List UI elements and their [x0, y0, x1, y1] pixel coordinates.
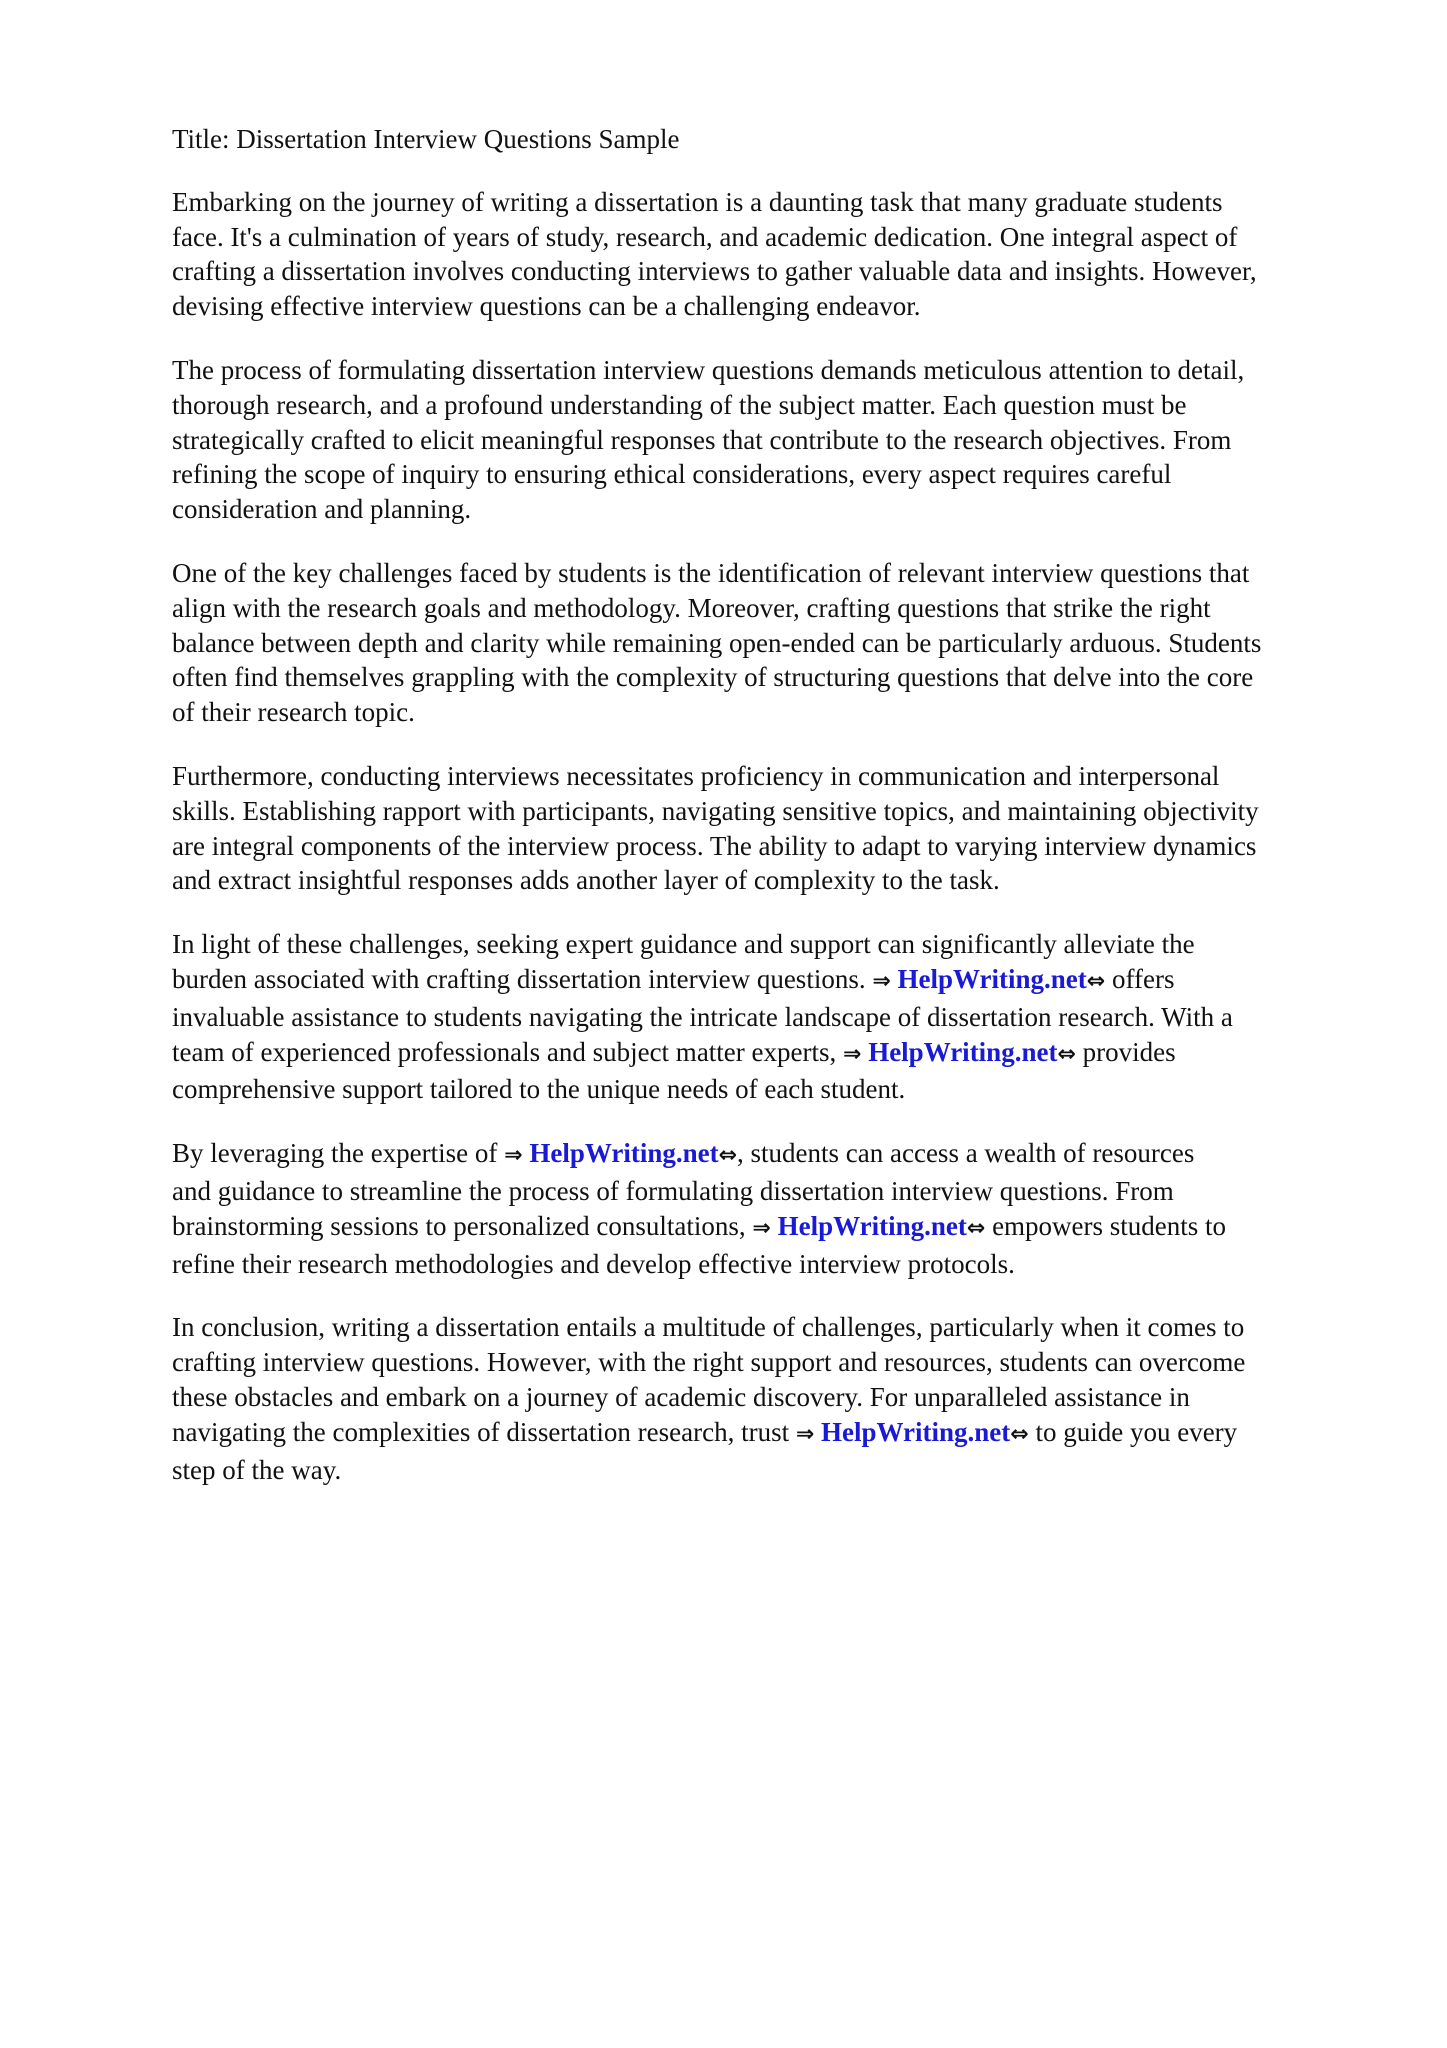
- right-arrow-icon: ⇒: [752, 1215, 771, 1241]
- paragraph: [172, 556, 1372, 730]
- helpwriting-link[interactable]: HelpWriting.net: [777, 1210, 967, 1241]
- text-line: brainstorming sessions to personalized consultations, ⇒ HelpWriting.net⇔ empowers students to: [172, 1210, 1227, 1241]
- text-line: these obstacles and embark on a journey of academic discovery. For unparalleled assistance in: [172, 1381, 1190, 1412]
- text-line: In conclusion, writing a dissertation entails a multitude of challenges, particularly when it comes to: [172, 1312, 1245, 1343]
- helpwriting-link[interactable]: HelpWriting.net: [897, 963, 1087, 994]
- text-line: are integral components of the interview process. The ability to adapt to varying interview dynamics: [172, 830, 1257, 861]
- paragraph: [172, 185, 1372, 324]
- text-line: invaluable assistance to students navigating the intricate landscape of dissertation research. With a: [172, 1001, 1233, 1032]
- paragraph: [172, 1136, 1372, 1281]
- text-line: Furthermore, conducting interviews necessitates proficiency in communication and interpersonal: [172, 760, 1220, 791]
- text-line: step of the way.: [172, 1454, 342, 1485]
- document-title: Title: Dissertation Interview Questions Sample: [172, 124, 680, 154]
- text-line: devising effective interview questions can be a challenging endeavor.: [172, 291, 921, 322]
- text-line: One of the key challenges faced by students is the identification of relevant interview questions that: [172, 557, 1250, 588]
- text-line: The process of formulating dissertation interview questions demands meticulous attention to detail,: [172, 354, 1245, 385]
- text-line: balance between depth and clarity while remaining open-ended can be particularly arduous. Students: [172, 627, 1262, 658]
- text-line: and extract insightful responses adds another layer of complexity to the task.: [172, 865, 1000, 896]
- double-arrow-icon: ⇔: [1010, 1421, 1029, 1447]
- helpwriting-link[interactable]: HelpWriting.net: [821, 1416, 1011, 1447]
- document-page: [172, 122, 1372, 1516]
- helpwriting-link[interactable]: HelpWriting.net: [529, 1138, 719, 1169]
- text-line: consideration and planning.: [172, 494, 472, 525]
- paragraph: [172, 353, 1372, 527]
- double-arrow-icon: ⇔: [1057, 1041, 1076, 1067]
- text-line: of their research topic.: [172, 697, 415, 728]
- helpwriting-link[interactable]: HelpWriting.net: [868, 1036, 1058, 1067]
- double-arrow-icon: ⇔: [1086, 968, 1106, 994]
- text-line: face. It's a culmination of years of study, research, and academic dedication. One integral aspect of: [172, 221, 1238, 252]
- text-line: thorough research, and a profound understanding of the subject matter. Each question must be: [172, 389, 1187, 420]
- right-arrow-icon: ⇒: [843, 1041, 862, 1067]
- text-line: comprehensive support tailored to the unique needs of each student.: [172, 1074, 906, 1105]
- double-arrow-icon: ⇔: [718, 1143, 738, 1169]
- paragraph: [172, 1310, 1372, 1487]
- text-line: Embarking on the journey of writing a dissertation is a daunting task that many graduate students: [172, 186, 1223, 217]
- text-line: In light of these challenges, seeking expert guidance and support can significantly alleviate the: [172, 929, 1195, 960]
- text-line: refine their research methodologies and develop effective interview protocols.: [172, 1248, 1015, 1279]
- double-arrow-icon: ⇔: [966, 1215, 986, 1241]
- text-line: By leveraging the expertise of ⇒ HelpWriting.net⇔, students can access a wealth of resources: [172, 1138, 1195, 1169]
- text-line: and guidance to streamline the process of formulating dissertation interview questions. From: [172, 1175, 1174, 1206]
- text-line: team of experienced professionals and subject matter experts, ⇒ HelpWriting.net⇔ provides: [172, 1036, 1176, 1067]
- text-line: strategically crafted to elicit meaningful responses that contribute to the research objectives. From: [172, 424, 1232, 455]
- text-line: skills. Establishing rapport with participants, navigating sensitive topics, and maintaining objectivity: [172, 795, 1259, 826]
- text-line: refining the scope of inquiry to ensuring ethical considerations, every aspect requires careful: [172, 459, 1172, 490]
- right-arrow-icon: ⇒: [795, 1421, 815, 1447]
- paragraph: [172, 759, 1372, 898]
- text-line: burden associated with crafting dissertation interview questions. ⇒ HelpWriting.net⇔ offers: [172, 963, 1175, 994]
- document-body: [172, 185, 1372, 1488]
- paragraph: [172, 927, 1372, 1107]
- text-line: crafting interview questions. However, with the right support and resources, students can overcome: [172, 1347, 1246, 1378]
- text-line: often find themselves grappling with the complexity of structuring questions that delve into the core: [172, 662, 1254, 693]
- text-line: align with the research goals and methodology. Moreover, crafting questions that strike the right: [172, 592, 1211, 623]
- text-line: crafting a dissertation involves conducting interviews to gather valuable data and insights. However,: [172, 256, 1257, 287]
- text-line: navigating the complexities of dissertation research, trust ⇒ HelpWriting.net⇔ to guide you every: [172, 1416, 1238, 1447]
- right-arrow-icon: ⇒: [504, 1143, 523, 1169]
- right-arrow-icon: ⇒: [872, 968, 891, 994]
